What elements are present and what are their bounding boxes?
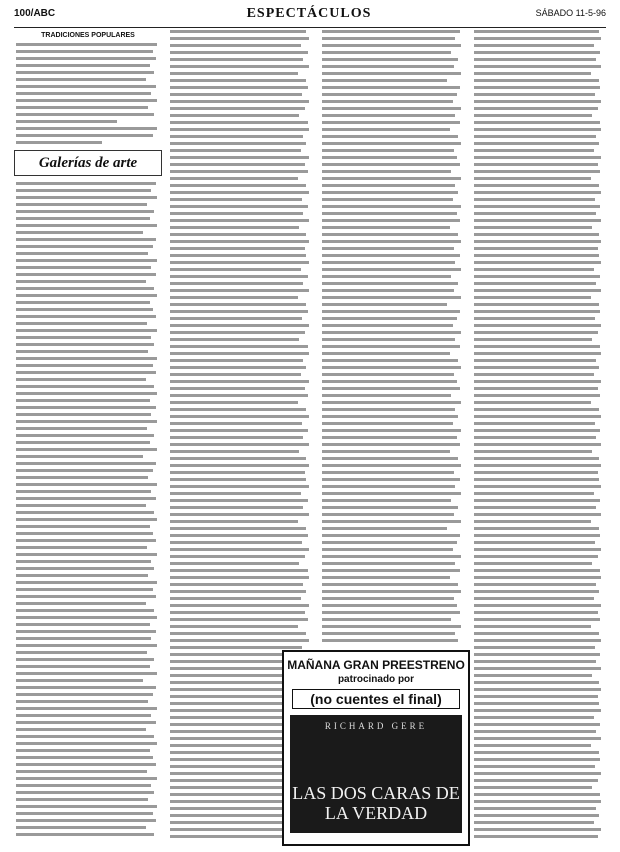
galleries-title: Galerías de arte [38,154,138,171]
issue-date: SÁBADO 11-5-96 [535,8,606,18]
galleries-listings-3 [320,30,466,642]
column-3 [320,30,466,642]
ad-sponsor-line: patrocinado por [337,674,415,685]
traditions-text [14,43,162,144]
ad-tagline: (no cuentes el final) [292,689,460,709]
ad-film-title: LAS DOS CARAS DE LA VERDAD [292,783,460,823]
galleries-listings-4 [472,30,606,840]
ad-actor-name: RICHARD GERE [324,721,428,731]
ad-preview-headline: MAÑANA GRAN PREESTRENO [287,658,465,672]
galleries-banner [14,150,162,176]
galleries-listings-1 [14,182,162,840]
page-number: 100/ABC [14,8,56,19]
ad-poster-image [290,715,462,833]
traditions-heading: TRADICIONES POPULARES [41,32,135,39]
column-4 [472,30,606,840]
movie-advertisement [282,650,470,846]
header-rule [14,27,606,28]
section-title: ESPECTÁCULOS [246,6,372,21]
column-1 [14,30,162,840]
